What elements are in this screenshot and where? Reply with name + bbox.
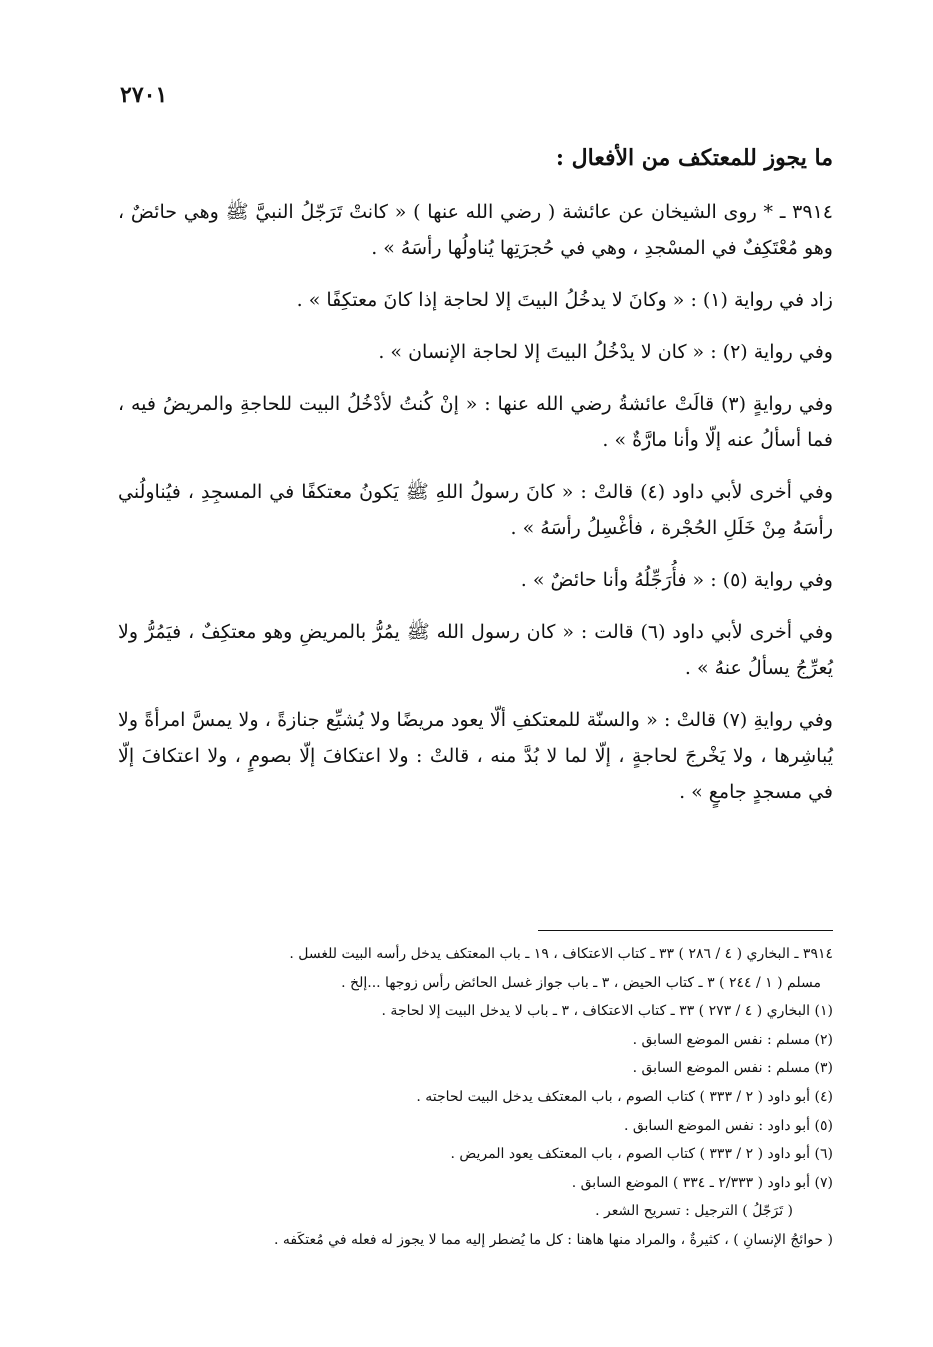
narration-paragraph: وفي روايةِ (٧) قالتْ : « والسنّة للمعتكفِ ألّا يعود مريضًا ولا يُشيِّع جنازةً ، ولا يمسَّ امرأةً ولا يُباشِرها ، ولا يَخْرجَ لحاجةٍ ، إلّا لما لا بُدَّ منه ، قالتْ : ولا اعتكافَ إلّا بصومٍ ، ولا اعتكافَ إلّا في مسجدٍ جامعٍ » . — [118, 709, 833, 803]
narration-paragraph: وفي أخرى لأبي داود (٦) قالت : « كان رسول الله ﷺ يمُرُّ بالمريضِ وهو معتكِفٌ ، فيَمُرُّ ولا يُعرِّجُ يسألُ عنهُ » . — [118, 621, 833, 679]
page-number: ٢٧٠١ — [120, 82, 168, 108]
footnote: (٤) أبو داود ( ٢ / ٣٣٣ ) كتاب الصوم ، باب المعتكف يدخل البيت لحاجته . — [416, 1088, 833, 1105]
footnote-divider — [538, 930, 833, 931]
footnote: (١) البخاري ( ٤ / ٢٧٣ ) ٣٣ ـ كتاب الاعتكاف ، ٣ ـ باب لا يدخل البيت إلا لحاجة . — [381, 1003, 833, 1020]
footnotes — [160, 940, 833, 1255]
narration-paragraph: زاد في رواية (١) : « وكانَ لا يدخُلُ البيتَ إلا لحاجة إذا كانَ معتكِفًا » . — [296, 289, 833, 311]
narration-paragraph: وفي رواية (٢) : « كان لا يدْخُلُ البيتَ إلا لحاجة الإنسان » . — [378, 341, 833, 363]
narration-paragraph: وفي روايةٍ (٣) قالَتْ عائشةُ رضي الله عنها : « إنْ كُنتُ لأدْخُلُ البيت للحاجةِ والمريضُ فيه ، فما أسألُ عنه إلّا وأنا مارَّةٌ » . — [118, 393, 833, 451]
footnote: (٣) مسلم : نفس الموضع السابق . — [632, 1060, 833, 1077]
footnote: (٢) مسلم : نفس الموضع السابق . — [632, 1031, 833, 1048]
section-heading: ما يجوز للمعتكف من الأفعال : — [555, 145, 833, 171]
gloss-note: ( تَرَجّلُ ) الترجيل : تسريح الشعر . — [595, 1203, 793, 1220]
footnote: (٦) أبو داود ( ٢ / ٣٣٣ ) كتاب الصوم ، باب المعتكف يعود المريض . — [450, 1146, 833, 1163]
main-text — [118, 140, 833, 826]
narration-paragraph: وفي رواية (٥) : « فأُرَجِّلُهُ وأنا حائضٌ » . — [520, 569, 833, 591]
footnote: (٧) أبو داود ( ٢/٣٣٣ ـ ٣٣٤ ) الموضع السابق . — [571, 1174, 833, 1191]
footnote: (٥) أبو داود : نفس الموضع السابق . — [623, 1117, 833, 1134]
hadith-paragraph: ٣٩١٤ ـ * روى الشيخان عن عائشة ( رضي الله عنها ) « كانتْ تَرَجّلُ النبيَّ ﷺ وهي حائضٌ ، وهو مُعْتَكِفٌ في المسْجدِ ، وهي في حُجرَتِها يُناولُها رأسَهُ » . — [118, 201, 833, 259]
footnote: مسلم ( ١ / ٢٤٤ ) ٣ ـ كتاب الحيض ، ٣ ـ باب جواز غسل الحائض رأس زوجها ...إلخ . — [341, 974, 821, 991]
gloss-note: ( حوائجُ الإنسانِ ) ، كثيرةٌ ، والمراد منها هاهنا : كل ما يُضطر إليه مما لا يجوز له فعله في مُعتكَفه . — [274, 1231, 833, 1248]
narration-paragraph: وفي أخرى لأبي داود (٤) قالتْ : « كانَ رسولُ اللهِ ﷺ يَكونُ معتكفًا في المسجِدِ ، فيُناولُني رأسَهُ مِنْ خَلَلِ الحُجْرة ، فأغْسِلُ رأسَهُ » . — [118, 481, 833, 539]
footnote: ٣٩١٤ ـ البخاري ( ٤ / ٢٨٦ ) ٣٣ ـ كتاب الاعتكاف ، ١٩ ـ باب المعتكف يدخل رأسه البيت للغسل . — [289, 946, 833, 962]
